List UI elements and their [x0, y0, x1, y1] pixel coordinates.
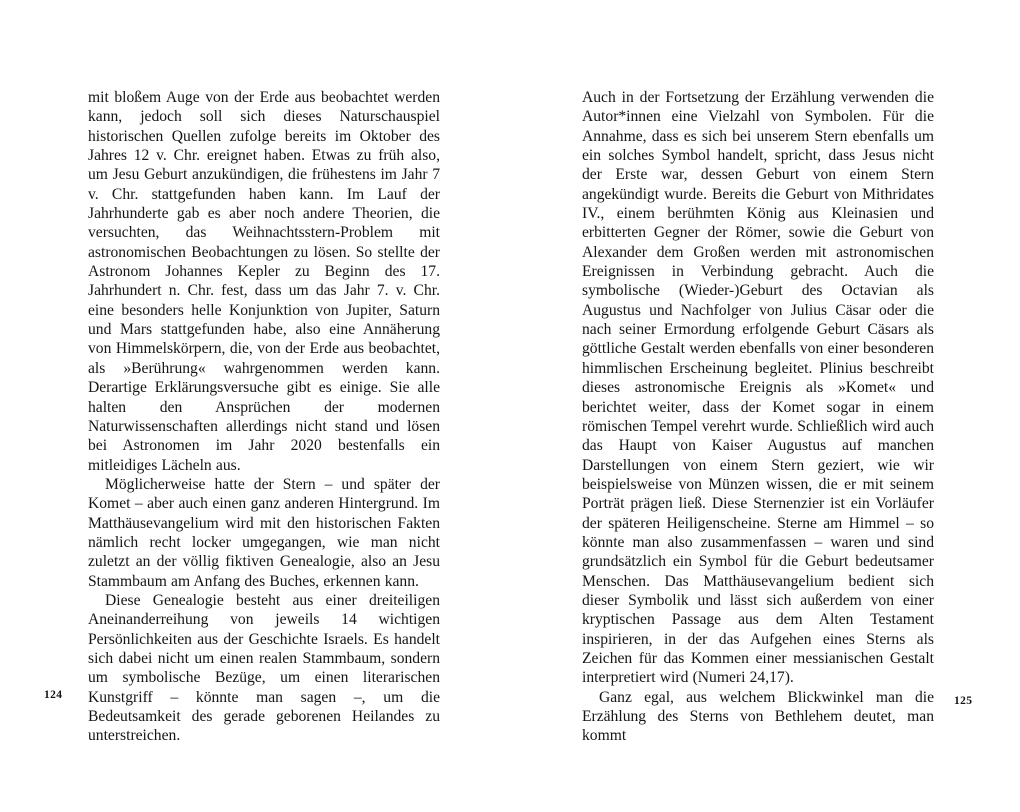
paragraph: Diese Genealogie besteht aus einer dreiteiligen Aneinanderreihung von jeweils 14 wichtigen Persönlichkeiten aus der Geschichte Israels. Es handelt sich dabei nicht um einen realen Stammbaum, sondern um symbolische Bezüge, um einen literarischen Kunstgriff – könnte man sagen –, um die Bedeutsamkeit des gerade geborenen Heilandes zu unterstreichen.: [88, 591, 440, 745]
paragraph: Ganz egal, aus welchem Blickwinkel man die Erzählung des Sterns von Bethlehem deutet, man kommt: [582, 688, 934, 745]
paragraph: mit bloßem Auge von der Erde aus beobachtet werden kann, jedoch soll sich dieses Naturschauspiel historischen Quellen zufolge bereits im Oktober des Jahres 12 v. Chr. ereignet haben. Etwas zu früh also, um Jesu Geburt anzukündigen, die frühestens im Jahr 7 v. Chr. stattgefunden haben kann. Im Lauf der Jahrhunderte gab es aber noch andere Theorien, die versuchten, das Weihnachtsstern-Problem mit astronomischen Beobachtungen zu lösen. So stellte der Astronom Johannes Kepler zu Beginn des 17. Jahrhundert n. Chr. fest, dass um das Jahr 7. v. Chr. eine besonders helle Konjunktion von Jupiter, Saturn und Mars stattgefunden habe, also eine Annäherung von Himmelskörpern, die, von der Erde aus beobachtet, als »Berührung« wahrgenommen werden kann. Derartige Erklärungsversuche gibt es einige. Sie alle halten den Ansprüchen der modernen Naturwissenschaften allerdings nicht stand und lösen bei Astronomen im Jahr 2020 bestenfalls ein mitleidiges Lächeln aus.: [88, 89, 440, 474]
paragraph: Möglicherweise hatte der Stern – und später der Komet – aber auch einen ganz anderen Hintergrund. Im Matthäusevangelium wird mit den historischen Fakten nämlich recht locker umgegangen, wie man nicht zuletzt an der völlig fiktiven Genealogie, also an Jesu Stammbaum am Anfang des Buches, erkennen kann.: [88, 475, 440, 590]
left-page-text-column: [88, 88, 440, 746]
page-number-right: 125: [954, 695, 973, 707]
page-number-left: 124: [44, 689, 63, 701]
right-page-text-column: [582, 88, 934, 746]
paragraph: Auch in der Fortsetzung der Erzählung verwenden die Autor*innen eine Vielzahl von Symbolen. Für die Annahme, dass es sich bei unserem Stern ebenfalls um ein solches Symbol handelt, spricht, dass Jesus nicht der Erste war, dessen Geburt von einem Stern angekündigt wurde. Bereits die Geburt von Mithridates IV., einem berühmten König aus Kleinasien und erbitterten Gegner der Römer, sowie die Geburt von Alexander dem Großen werden mit astronomischen Ereignissen in Verbindung gebracht. Auch die symbolische (Wieder-)Geburt des Octavian als Augustus und Nachfolger von Julius Cäsar oder die nach seiner Ermordung erfolgende Geburt Cäsars als göttliche Gestalt werden ebenfalls von einer besonderen himmlischen Erscheinung begleitet. Plinius beschreibt dieses astronomische Ereignis als »Komet« und berichtet weiter, dass der Komet sogar in einem römischen Tempel verehrt wurde. Schließlich wird auch das Haupt von Kaiser Augustus auf manchen Darstellungen von einem Stern geziert, wie wir beispielsweise von Münzen wissen, die er mit seinem Porträt prägen ließ. Diese Sternenzier ist ein Vorläufer der späteren Heiligenscheine. Sterne am Himmel – so könnte man also zusammenfassen – waren und sind grundsätzlich ein Symbol für die Geburt bedeutsamer Menschen. Das Matthäusevangelium bedient sich dieser Symbolik und lässt sich außerdem von einer kryptischen Passage aus dem Alten Testament inspirieren, in der das Aufgehen eines Sterns als Zeichen für das Kommen einer messianischen Gestalt interpretiert wird (Numeri 24,17).: [582, 89, 934, 687]
